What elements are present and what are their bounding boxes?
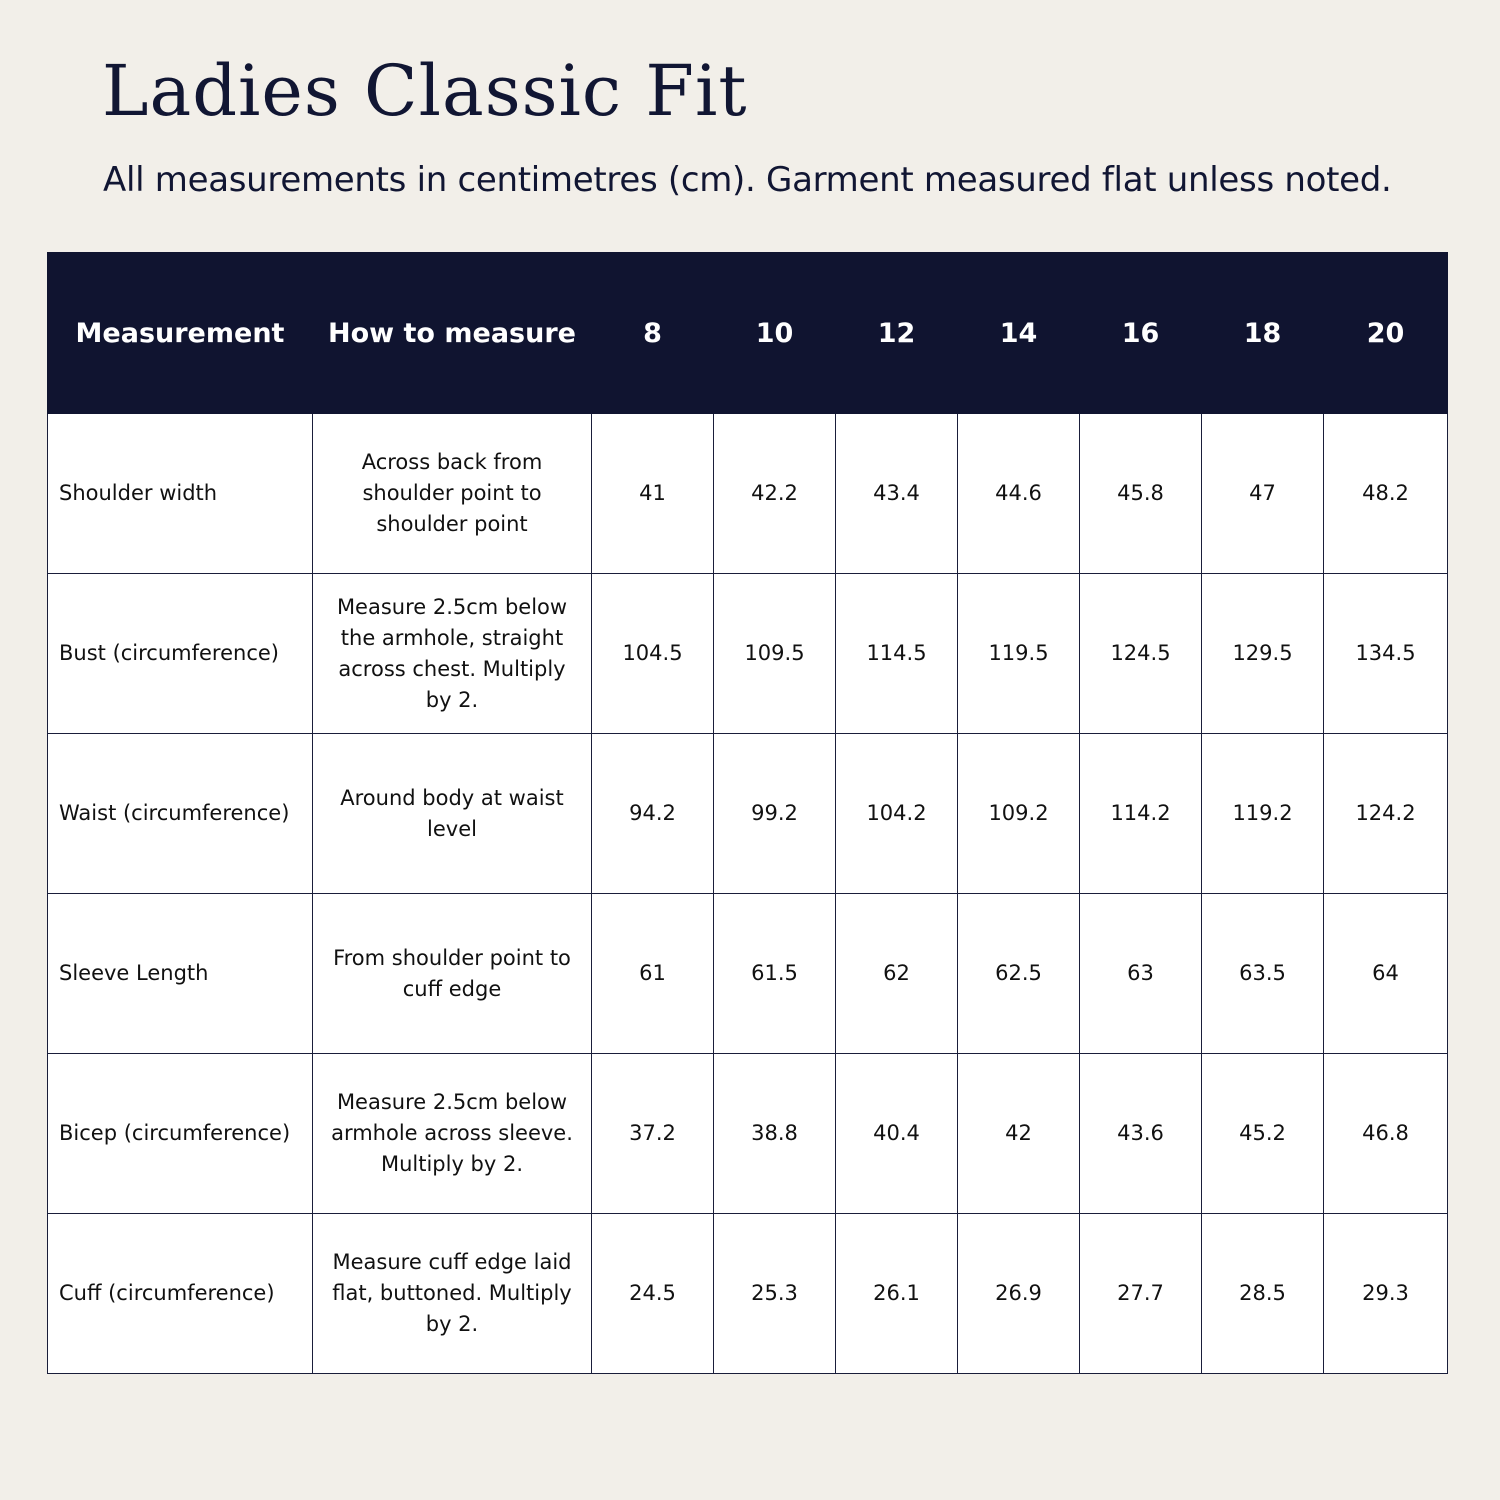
how-to-measure-cell: Around body at waist level: [313, 734, 592, 894]
value-cell: 28.5: [1202, 1214, 1324, 1374]
measurement-cell: Waist (circumference): [48, 734, 313, 894]
value-cell: 104.5: [592, 574, 714, 734]
table-row: [48, 574, 1448, 734]
value-cell: 119.2: [1202, 734, 1324, 894]
value-cell: 129.5: [1202, 574, 1324, 734]
measurement-cell: Shoulder width: [48, 414, 313, 574]
value-cell: 134.5: [1324, 574, 1448, 734]
header-cell-size-10: 10: [714, 253, 836, 414]
header-cell-size-16: 16: [1080, 253, 1202, 414]
value-cell: 48.2: [1324, 414, 1448, 574]
value-cell: 114.2: [1080, 734, 1202, 894]
value-cell: 43.4: [836, 414, 958, 574]
header-cell-size-12: 12: [836, 253, 958, 414]
value-cell: 94.2: [592, 734, 714, 894]
table-row: [48, 1054, 1448, 1214]
how-to-measure-cell: Measure 2.5cm below armhole across sleeve. Multiply by 2.: [313, 1054, 592, 1214]
value-cell: 43.6: [1080, 1054, 1202, 1214]
value-cell: 24.5: [592, 1214, 714, 1374]
value-cell: 42: [958, 1054, 1080, 1214]
how-to-measure-cell: Across back from shoulder point to shoulder point: [313, 414, 592, 574]
value-cell: 25.3: [714, 1214, 836, 1374]
header-cell-size-18: 18: [1202, 253, 1324, 414]
value-cell: 47: [1202, 414, 1324, 574]
value-cell: 64: [1324, 894, 1448, 1054]
value-cell: 63: [1080, 894, 1202, 1054]
measurement-cell: Sleeve Length: [48, 894, 313, 1054]
value-cell: 46.8: [1324, 1054, 1448, 1214]
header-cell-measurement: Measurement: [48, 253, 313, 414]
value-cell: 41: [592, 414, 714, 574]
value-cell: 61.5: [714, 894, 836, 1054]
value-cell: 99.2: [714, 734, 836, 894]
value-cell: 26.1: [836, 1214, 958, 1374]
page-title: Ladies Classic Fit: [102, 50, 748, 132]
value-cell: 104.2: [836, 734, 958, 894]
page-subtitle: All measurements in centimetres (cm). Garment measured flat unless noted.: [103, 160, 1392, 200]
value-cell: 40.4: [836, 1054, 958, 1214]
size-table: [47, 252, 1448, 1374]
value-cell: 29.3: [1324, 1214, 1448, 1374]
value-cell: 37.2: [592, 1054, 714, 1214]
value-cell: 45.8: [1080, 414, 1202, 574]
header-cell-size-20: 20: [1324, 253, 1448, 414]
measurement-cell: Cuff (circumference): [48, 1214, 313, 1374]
measurement-cell: Bust (circumference): [48, 574, 313, 734]
value-cell: 44.6: [958, 414, 1080, 574]
table-row: [48, 414, 1448, 574]
header-cell-size-8: 8: [592, 253, 714, 414]
value-cell: 114.5: [836, 574, 958, 734]
measurement-cell: Bicep (circumference): [48, 1054, 313, 1214]
value-cell: 109.5: [714, 574, 836, 734]
table-header: [48, 253, 1448, 414]
header-row: [48, 253, 1448, 414]
value-cell: 26.9: [958, 1214, 1080, 1374]
value-cell: 124.2: [1324, 734, 1448, 894]
table-row: [48, 1214, 1448, 1374]
value-cell: 62.5: [958, 894, 1080, 1054]
value-cell: 27.7: [1080, 1214, 1202, 1374]
header-cell-how-to-measure: How to measure: [313, 253, 592, 414]
value-cell: 61: [592, 894, 714, 1054]
value-cell: 38.8: [714, 1054, 836, 1214]
table-body: [48, 414, 1448, 1374]
value-cell: 42.2: [714, 414, 836, 574]
value-cell: 119.5: [958, 574, 1080, 734]
value-cell: 63.5: [1202, 894, 1324, 1054]
how-to-measure-cell: Measure 2.5cm below the armhole, straight across chest. Multiply by 2.: [313, 574, 592, 734]
how-to-measure-cell: From shoulder point to cuff edge: [313, 894, 592, 1054]
value-cell: 109.2: [958, 734, 1080, 894]
header-cell-size-14: 14: [958, 253, 1080, 414]
how-to-measure-cell: Measure cuff edge laid flat, buttoned. Multiply by 2.: [313, 1214, 592, 1374]
value-cell: 124.5: [1080, 574, 1202, 734]
value-cell: 62: [836, 894, 958, 1054]
table-row: [48, 734, 1448, 894]
table-row: [48, 894, 1448, 1054]
value-cell: 45.2: [1202, 1054, 1324, 1214]
